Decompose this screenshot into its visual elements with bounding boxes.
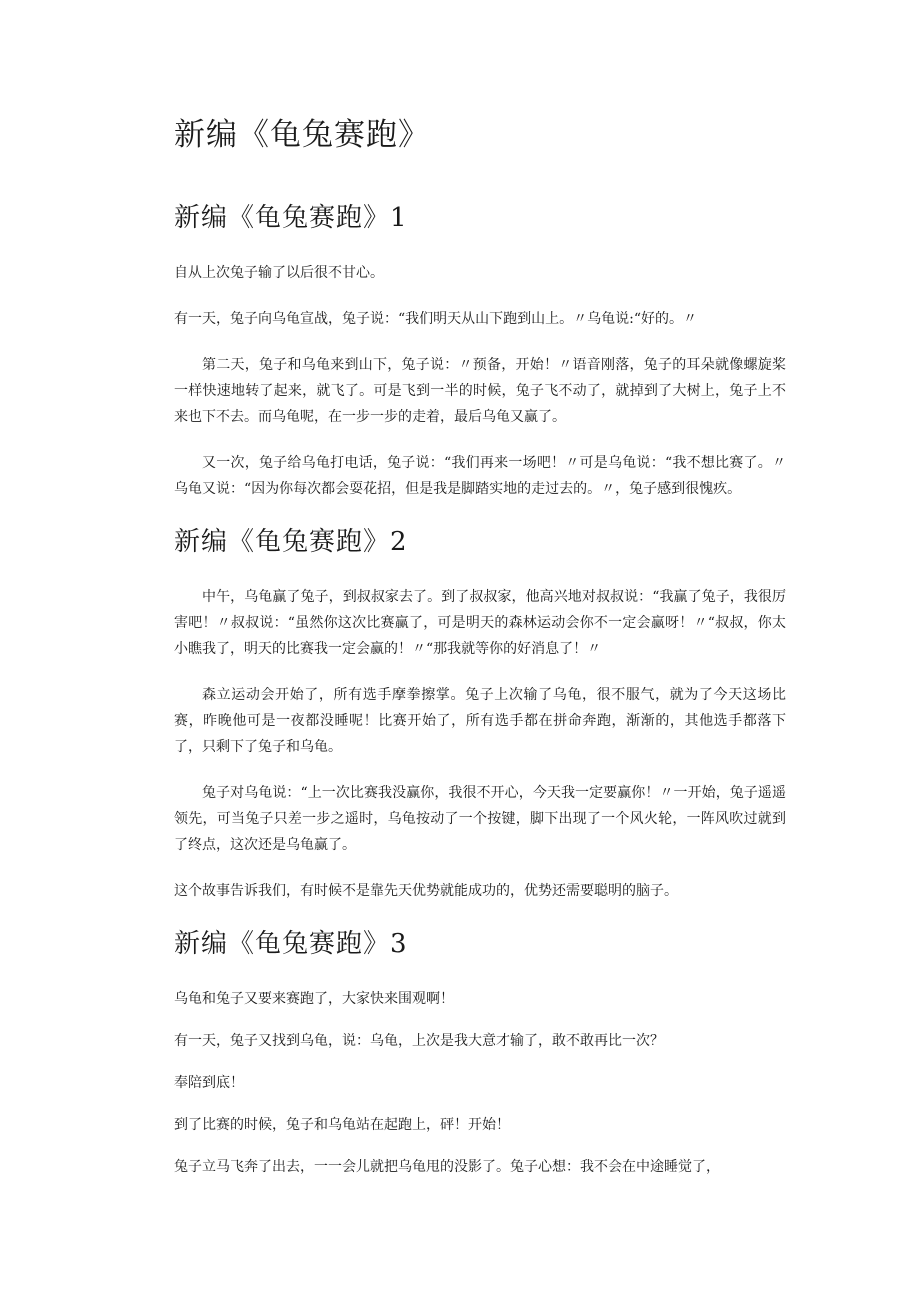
paragraph: 兔子对乌龟说：“上一次比赛我没赢你，我很不开心，今天我一定要赢你！〃一开始，兔子遥遥领先，可当兔子只差一步之遥时，乌龟按动了一个按键，脚下出现了一个风火轮，一阵风吹过就到了终点，这次还是乌龟赢了。 <box>174 785 786 853</box>
paragraph: 到了比赛的时候，兔子和乌龟站在起跑上，砰！开始！ <box>174 1117 510 1133</box>
paragraph: 第二天，兔子和乌龟来到山下，兔子说：〃预备，开始！〃语音刚落，兔子的耳朵就像螺旋桨一样快速地转了起来，就飞了。可是飞到一半的时候，兔子飞不动了，就掉到了大树上，兔子上不来也下不去。而乌龟呢，在一步一步的走着，最后乌龟又赢了。 <box>174 357 786 425</box>
paragraph: 又一次，兔子给乌龟打电话，兔子说：“我们再来一场吧！〃可是乌龟说：“我不想比赛了。〃乌龟又说：“因为你每次都会耍花招，但是我是脚踏实地的走过去的。〃，兔子感到很愧疚。 <box>174 455 786 497</box>
paragraph: 奉陪到底！ <box>174 1075 244 1091</box>
section-heading: 新编《龟兔赛跑》1 <box>174 203 408 233</box>
paragraph: 乌龟和兔子又要来赛跑了，大家快来围观啊！ <box>174 991 454 1007</box>
paragraph: 这个故事告诉我们，有时候不是靠先天优势就能成功的，优势还需要聪明的脑子。 <box>174 883 678 899</box>
document-page <box>174 110 786 1196</box>
paragraph: 有一天，兔子向乌龟宣战，兔子说：“我们明天从山下跑到山上。〃乌龟说:“好的。〃 <box>174 311 698 327</box>
paragraph: 森立运动会开始了，所有选手摩拳擦掌。兔子上次输了乌龟，很不服气，就为了今天这场比赛，昨晚他可是一夜都没睡呢！比赛开始了，所有选手都在拼命奔跑，渐渐的，其他选手都落下了，只剩下了兔子和乌龟。 <box>174 687 786 755</box>
section-heading: 新编《龟兔赛跑》2 <box>174 527 408 557</box>
paragraph: 有一天，兔子又找到乌龟，说：乌龟，上次是我大意才输了，敢不敢再比一次？ <box>174 1033 664 1049</box>
paragraph: 自从上次兔子输了以后很不甘心。 <box>174 265 384 281</box>
paragraph: 中午，乌龟赢了兔子，到叔叔家去了。到了叔叔家，他高兴地对叔叔说：“我赢了兔子，我很厉害吧！〃叔叔说：“虽然你这次比赛赢了，可是明天的森林运动会你不一定会赢呀！〃“叔叔，你太小瞧我了，明天的比赛我一定会赢的！〃“那我就等你的好消息了！〃 <box>174 589 786 657</box>
section-heading: 新编《龟兔赛跑》3 <box>174 929 408 959</box>
section-3 <box>174 924 786 1180</box>
section-2 <box>174 522 786 904</box>
section-1 <box>174 198 786 502</box>
document-title: 新编《龟兔赛跑》 <box>174 117 430 153</box>
paragraph: 兔子立马飞奔了出去，一一会儿就把乌龟甩的没影了。兔子心想：我不会在中途睡觉了， <box>174 1159 720 1175</box>
